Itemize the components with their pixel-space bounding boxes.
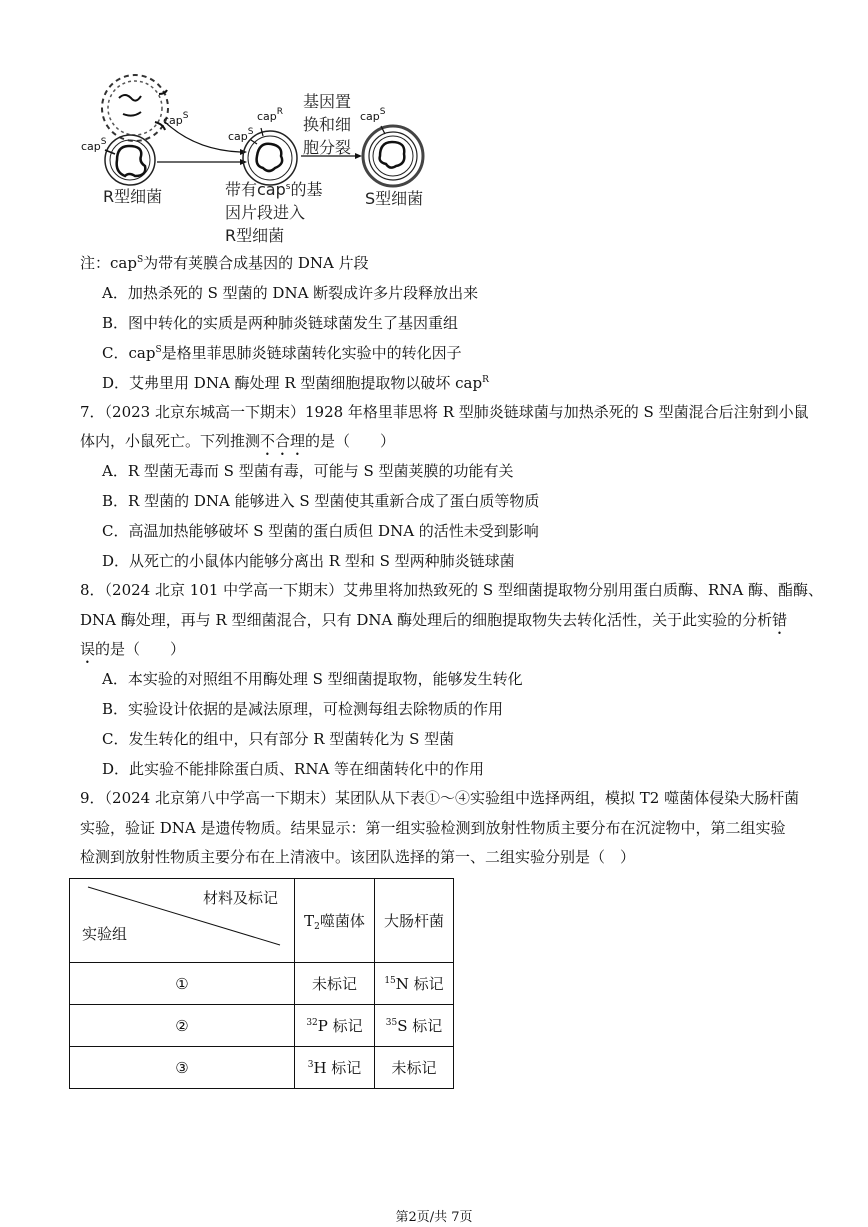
cap-s-label-middle: cap$^S$ [228, 127, 254, 143]
ecoli-label-cell: $^{15}$N 标记 [375, 963, 454, 1005]
q8-stem-line2: DNA 酶处理，再与 R 型细菌混合，只有 DNA 酶处理后的细胞提取物失去转化活性，关于此实验的分析错 [80, 611, 788, 629]
r-cell-left-icon [105, 135, 155, 185]
cap-s-label-left: cap$^S$ [81, 137, 107, 153]
group-cell: ② [70, 1005, 295, 1047]
q6-option-b: B．图中转化的实质是两种肺炎链球菌发生了基因重组 [102, 314, 459, 332]
column-header-phage: $T_2$噬菌体 [295, 879, 375, 963]
q7-option-c: C．高温加热能够破坏 S 型菌的蛋白质但 DNA 的活性未受到影响 [102, 522, 539, 540]
s-bacteria-caption: S型细菌 [365, 189, 424, 208]
q7-stem-line2: 体内，小鼠死亡。下列推测不合理的是（ ） [80, 432, 396, 450]
group-cell: ③ [70, 1047, 295, 1089]
cap-s-label-heated: cap$^S$ [163, 111, 189, 127]
q8-stem-line3: 误的是（ ） [80, 640, 186, 658]
column-header-ecoli: 大肠杆菌 [375, 879, 454, 963]
q8-option-a: A．本实验的对照组不用酶处理 S 型细菌提取物，能够发生转化 [102, 670, 523, 688]
q7-option-a: A．R 型菌无毒而 S 型菌有毒，可能与 S 型菌荚膜的功能有关 [102, 462, 514, 480]
table-row [70, 1047, 454, 1089]
phage-label-cell: $^3$H 标记 [295, 1047, 375, 1089]
q8-option-b: B．实验设计依据的是减法原理，可检测每组去除物质的作用 [102, 700, 504, 718]
middle-caption: 带有cap$^s$的基 因片段进入 R型细菌 [225, 180, 323, 245]
phage-label-cell: 未标记 [295, 963, 375, 1005]
heat-killed-s-cell-icon [102, 75, 168, 141]
corner-top-label: 材料及标记 [202, 889, 278, 907]
ecoli-label-cell: $^{35}$S 标记 [375, 1005, 454, 1047]
q7-option-b: B．R 型菌的 DNA 能够进入 S 型菌使其重新合成了蛋白质等物质 [102, 492, 540, 510]
r-bacteria-caption: R型细菌 [103, 187, 163, 206]
q8-emphasis-1: 错 [772, 611, 788, 629]
q9-stem-line3: 检测到放射性物质主要分布在上清液中。该团队选择的第一、二组实验分别是（ ） [80, 848, 636, 866]
table-corner-cell [70, 879, 295, 963]
table-row [70, 1005, 454, 1047]
q8-stem-line1: 8．（2024 北京 101 中学高一下期末）艾弗里将加热致死的 S 型细菌提取物分别用蛋白质酶、RNA 酶、酯酶、 [80, 581, 823, 599]
table-header-row [70, 879, 454, 963]
q6-option-d: D．艾弗里用 DNA 酶处理 R 型菌细胞提取物以破坏 cap$^R$ [102, 374, 489, 392]
q8-option-d: D．此实验不能排除蛋白质、RNA 等在细菌转化中的作用 [102, 760, 485, 778]
corner-bottom-label: 实验组 [82, 925, 128, 943]
cap-s-label-right: cap$^S$ [360, 107, 386, 123]
s-cell-right-icon [363, 126, 423, 186]
q7-option-d: D．从死亡的小鼠体内能够分离出 R 型和 S 型两种肺炎链球菌 [102, 552, 515, 570]
q9-stem-line1: 9．（2024 北京第八中学高一下期末）某团队从下表①～④实验组中选择两组，模拟 T2 噬菌体侵染大肠杆菌 [80, 789, 800, 807]
q9-stem-line2: 实验，验证 DNA 是遗传物质。结果显示：第一组实验检测到放射性物质主要分布在沉淀物中，第二组实验 [80, 819, 786, 837]
q7-stem-line1: 7．（2023 北京东城高一下期末）1928 年格里菲思将 R 型肺炎链球菌与加热杀死的 S 型菌混合后注射到小鼠 [80, 403, 809, 421]
figure-note: 注：cap$^S$为带有荚膜合成基因的 DNA 片段 [80, 254, 369, 272]
q6-option-a: A．加热杀死的 S 型菌的 DNA 断裂成许多片段释放出来 [102, 284, 479, 302]
q6-option-c: C．cap$^S$是格里菲思肺炎链球菌转化实验中的转化因子 [102, 344, 462, 362]
q8-option-c: C．发生转化的组中，只有部分 R 型菌转化为 S 型菌 [102, 730, 455, 748]
table-row [70, 963, 454, 1005]
q8-emphasis-2: 误 [80, 640, 96, 658]
cap-r-label-middle: cap$^R$ [257, 107, 284, 123]
page-footer: 第2页/共 7页 [395, 1210, 473, 1225]
process-caption: 基因置 换和细 胞分裂 [303, 92, 352, 157]
phage-label-cell: $^{32}$P 标记 [295, 1005, 375, 1047]
transformation-diagram [75, 70, 445, 250]
experiment-table [69, 878, 454, 1089]
q7-emphasis: 不合理 [260, 432, 306, 450]
ecoli-label-cell: 未标记 [375, 1047, 454, 1089]
group-cell: ① [70, 963, 295, 1005]
